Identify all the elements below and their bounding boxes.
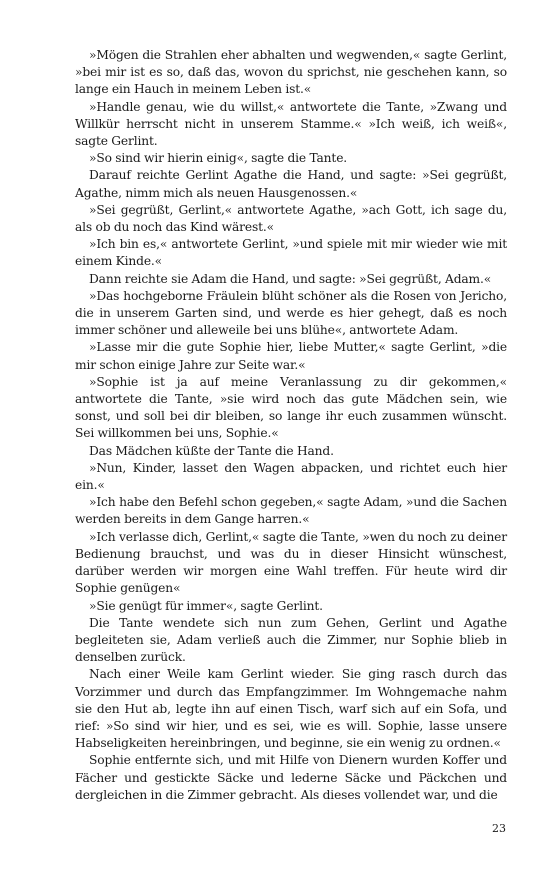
paragraph: Darauf reichte Gerlint Agathe die Hand, und sagte: »Sei gegrüßt, Agathe, nimm mich als neuen Hausgenossen.« bbox=[75, 168, 507, 200]
paragraph: »Ich habe den Befehl schon gegeben,« sagte Adam, »und die Sachen werden bereits in dem Gange harren.« bbox=[75, 495, 507, 527]
paragraph: »Sei gegrüßt, Gerlint,« antwortete Agathe, »ach Gott, ich sage du, als ob du noch das Kind wärest.« bbox=[75, 202, 507, 235]
paragraph: Dann reichte sie Adam die Hand, und sagte: »Sei gegrüßt, Adam.« bbox=[89, 271, 492, 286]
paragraph: Sophie entfernte sich, und mit Hilfe von Dienern wurden Koffer und Fächer und gestickte Säcke und lederne Säcke und Päckchen und dergleichen in die Zimmer gebracht. Als dieses vollendet war, und die bbox=[75, 753, 507, 802]
paragraph: »Ich verlasse dich, Gerlint,« sagte die Tante, »wen du noch zu deiner Bedienung brauchst, und was du in dieser Hinsicht wünschest, darüber werden wir morgen eine Wahl treffen. Für heute wird dir Sophie genügen« bbox=[75, 529, 507, 596]
paragraph: »Nun, Kinder, lasset den Wagen abpacken, und richtet euch hier ein.« bbox=[75, 460, 507, 493]
paragraph: Das Mädchen küßte der Tante die Hand. bbox=[89, 443, 334, 458]
paragraph: »Handle genau, wie du willst,« antwortete die Tante, »Zwang und Willkür herrscht nicht in unserem Stamme.« »Ich weiß, ich weiß«, sagte Gerlint. bbox=[75, 99, 507, 149]
paragraph: »So sind wir hierin einig«, sagte die Tante. bbox=[89, 151, 348, 166]
paragraph: »Ich bin es,« antwortete Gerlint, »und spiele mit mir wieder wie mit einem Kinde.« bbox=[75, 237, 507, 269]
page-body bbox=[75, 47, 507, 804]
paragraph: »Mögen die Strahlen eher abhalten und wegwenden,« sagte Gerlint, »bei mir ist es so, daß das, wovon du sprichst, nie geschehen kann, so lange ein Hauch in meinem Leben ist.« bbox=[75, 48, 507, 97]
paragraph: »Das hochgeborne Fräulein blüht schöner als die Rosen von Jericho, die in unserem Garten sind, und werde es hier gehegt, daß es noch immer schöner und alleweile bei uns blühe«, antwortete Adam. bbox=[75, 288, 507, 338]
paragraph: »Sie genügt für immer«, sagte Gerlint. bbox=[89, 598, 323, 613]
paragraph: »Sophie ist ja auf meine Veranlassung zu dir gekommen,« antwortete die Tante, »sie wird noch das gute Mädchen sein, wie sonst, und soll bei dir bleiben, so lange ihr euch zusammen wünscht. Sei willkommen bei uns, Sophie.« bbox=[75, 374, 507, 441]
paragraph: »Lasse mir die gute Sophie hier, liebe Mutter,« sagte Gerlint, »die mir schon einige Jahre zur Seite war.« bbox=[75, 340, 507, 372]
paragraph: Die Tante wendete sich nun zum Gehen, Gerlint und Agathe begleiteten sie, Adam verließ auch die Zimmer, nur Sophie blieb in denselben zurück. bbox=[75, 615, 507, 665]
paragraph: Nach einer Weile kam Gerlint wieder. Sie ging rasch durch das Vorzimmer und durch das Empfangzimmer. Im Wohngemache nahm sie den Hut ab, legte ihn auf einen Tisch, warf sich auf ein Sofa, und rief: »So sind wir hier, und es sei, wie es will. Sophie, lasse unsere Habseligkeiten hereinbringen, und beginne, sie ein wenig zu ordnen.« bbox=[75, 667, 507, 751]
page-number: 23 bbox=[492, 822, 506, 835]
